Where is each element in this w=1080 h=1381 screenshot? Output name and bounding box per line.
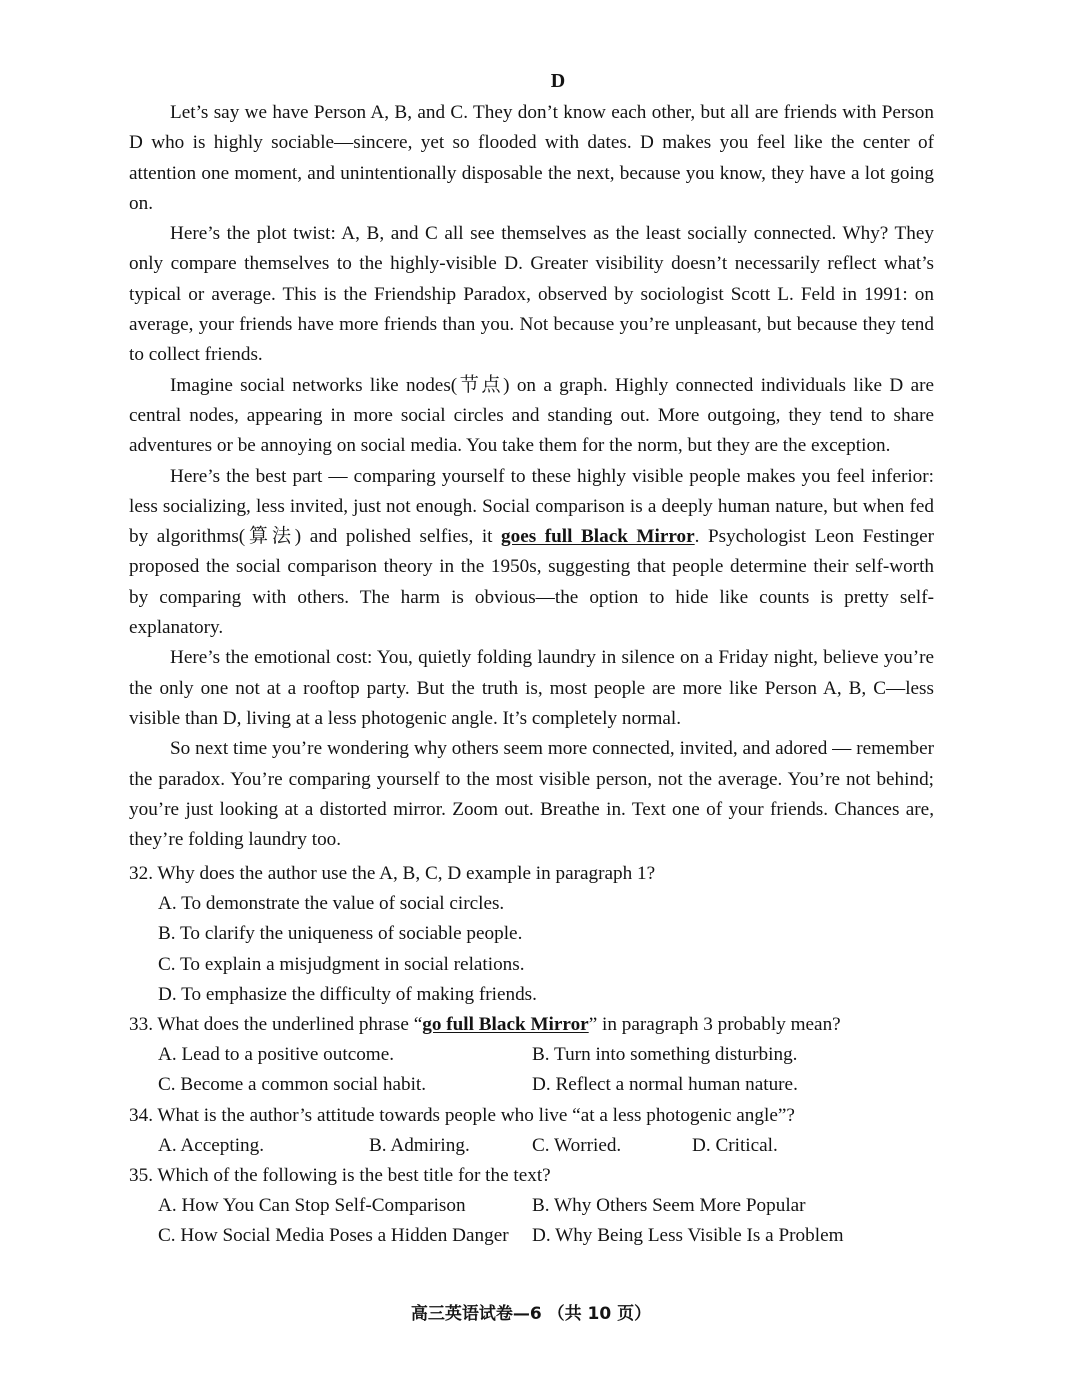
question-35-option-b: B. Why Others Seem More Popular xyxy=(532,1195,806,1217)
question-33-option-c: C. Become a common social habit. xyxy=(158,1074,427,1096)
question-35-stem: 35. Which of the following is the best title for the text? xyxy=(129,1164,551,1186)
underlined-phrase: goes full Black Mirror xyxy=(501,526,695,548)
question-34-stem: 34. What is the author’s attitude towards people who live “at a less photogenic angle”? xyxy=(129,1104,795,1126)
question-33-underlined-phrase: go full Black Mirror xyxy=(422,1013,589,1035)
question-list xyxy=(129,859,934,1252)
question-33-stem: 33. What does the underlined phrase “go full Black Mirror” in paragraph 3 probably mean? xyxy=(129,1013,841,1035)
question-33-options-row-1 xyxy=(129,1040,934,1070)
paragraph-2: Here’s the plot twist: A, B, and C all see themselves as the least socially connected. Why? They only compare themselves to the highly-visible D. Greater visibility doesn’t necessarily reflect what’s typical or average. This is the Friendship Paradox, observed by sociologist Scott L. Feld in 1991: on average, your friends have more friends than you. Not because you’re unpleasant, but because they tend to collect friends. xyxy=(129,223,934,366)
question-35-option-a: A. How You Can Stop Self-Comparison xyxy=(158,1195,466,1217)
question-35-option-d: D. Why Being Less Visible Is a Problem xyxy=(532,1225,844,1247)
question-33-option-d: D. Reflect a normal human nature. xyxy=(532,1074,798,1096)
question-32-stem: 32. Why does the author use the A, B, C, D example in paragraph 1? xyxy=(129,863,656,884)
paragraph-1: Let’s say we have Person A, B, and C. They don’t know each other, but all are friends with Person D who is highly sociable—sincere, yet so flooded with dates. D makes you feel like the center of attention one moment, and unintentionally disposable the next, because you know, they have a lot going on. xyxy=(129,102,934,214)
question-32-option-d: D. To emphasize the difficulty of making friends. xyxy=(158,983,537,1005)
question-33-option-b: B. Turn into something disturbing. xyxy=(532,1044,798,1066)
question-35-options-row-1 xyxy=(129,1191,934,1221)
question-34-options-row xyxy=(129,1131,934,1161)
section-label: D xyxy=(550,70,566,92)
question-35-option-c: C. How Social Media Poses a Hidden Danger xyxy=(158,1225,509,1247)
question-33-options-row-2 xyxy=(129,1070,934,1100)
question-32-option-c: C. To explain a misjudgment in social relations. xyxy=(158,953,525,975)
reading-passage xyxy=(129,98,934,855)
question-32-option-a: A. To demonstrate the value of social circles. xyxy=(158,893,505,915)
paragraph-6: So next time you’re wondering why others seem more connected, invited, and adored — remember the paradox. You’re comparing yourself to the most visible person, not the average. You’re not behind; you’re just looking at a distorted mirror. Zoom out. Breathe in. Text one of your friends. Chances are, they’re folding laundry too. xyxy=(129,738,934,851)
page-footer: 高三英语试卷—6 （共 10 页） xyxy=(410,1304,652,1324)
question-35-options-row-2 xyxy=(129,1221,934,1251)
question-34-option-b: B. Admiring. xyxy=(369,1134,470,1156)
paragraph-4-text-before: Here’s the best part — comparing yourself to these highly visible people makes you feel inferior: less socializing, less invited, just not enough. Social comparison is a deeply human nature, but when fed by algorithms(算法) and polished selfies, it xyxy=(129,465,934,548)
paragraph-3: Imagine social networks like nodes(节点) on a graph. Highly connected individuals like D are central nodes, appearing in more social circles and standing out. More outgoing, they tend to share adventures or be annoying on social media. You take them for the norm, but they are the exception. xyxy=(129,374,934,457)
question-34-option-d: D. Critical. xyxy=(692,1134,778,1156)
paragraph-5: Here’s the emotional cost: You, quietly folding laundry in silence on a Friday night, believe you’re the only one not at a rooftop party. But the truth is, most people are more like Person A, B, C—less visible than D, living at a less photogenic angle. It’s completely normal. xyxy=(129,647,934,729)
question-34-option-c: C. Worried. xyxy=(532,1134,622,1156)
question-34-option-a: A. Accepting. xyxy=(158,1134,265,1156)
question-33-option-a: A. Lead to a positive outcome. xyxy=(158,1044,395,1066)
question-32-option-b: B. To clarify the uniqueness of sociable people. xyxy=(158,923,523,945)
paragraph-4-text-after: . Psychologist Leon Festinger proposed the social comparison theory in the 1950s, suggesting that people determine their self-worth by comparing with others. The harm is obvious—the option to hide like counts is pretty self-explanatory. xyxy=(129,526,934,639)
paragraph-4 xyxy=(129,462,934,644)
